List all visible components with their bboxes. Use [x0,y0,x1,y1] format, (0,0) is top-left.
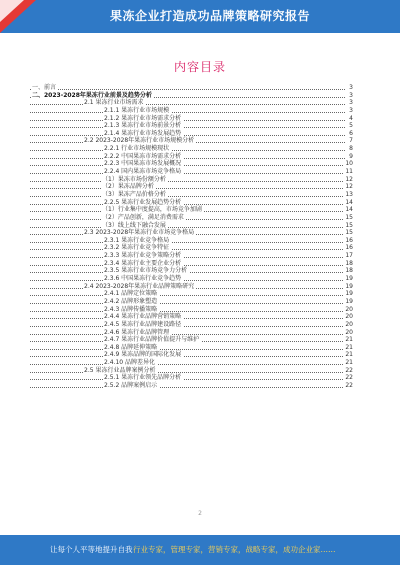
toc-entry-label: 2.4.10 品牌差异化 [104,359,155,367]
toc-entry-label: 2.1.2 果冻行业市场需求分析 [104,114,182,122]
toc-entry-label: 二、2023-2028年果冻行业前景及趋势分析 [32,91,152,99]
report-footer [0,535,400,565]
toc-leader-dots [30,326,345,327]
toc-entry-label: 2.1.3 果冻行业市场前景分析 [104,122,182,130]
toc-entry-page: 16 [345,244,353,252]
toc-entry-label: 2.4.3 品牌传播策略 [104,305,158,313]
toc-entry-label: 2.4.6 果冻行业品牌管理 [104,328,170,336]
toc-leader-dots [30,280,345,281]
toc-entry-page: 5 [349,122,353,130]
toc-entry[interactable] [30,84,353,92]
toc-entry-page: 3 [349,91,353,99]
toc-title: 内容目录 [173,60,226,74]
toc-entry[interactable] [30,336,353,344]
toc-entry-page: 22 [345,366,353,374]
toc-entry-page: 20 [345,320,353,328]
toc-entry[interactable] [30,107,353,115]
toc-entry-label: 2.2.3 中国果冻市场发展概况 [104,160,182,168]
toc-entry-label: 2.4.5 果冻行业品牌建设路径 [104,320,182,328]
toc-entry[interactable] [30,176,353,184]
toc-entry[interactable] [30,191,353,199]
toc-entry-page: 20 [345,328,353,336]
toc-entry-label: 2.4.2 品牌形象塑造 [104,297,158,305]
toc-entry-page: 18 [345,259,353,267]
toc-entry[interactable] [30,168,353,176]
toc-entry[interactable] [30,313,353,321]
toc-entry-page: 15 [345,229,353,237]
toc-entry-page: 10 [345,160,353,168]
toc-entry-page: 22 [345,381,353,389]
toc-leader-dots [30,265,345,266]
toc-leader-dots [30,219,345,220]
toc-leader-dots [30,311,345,312]
toc-entry[interactable] [30,298,353,306]
toc-leader-dots [30,303,345,304]
toc-entry-label: （1）行业集中度提高，市场竞争加剧 [102,206,202,214]
toc-entry[interactable] [30,145,353,153]
toc-entry-label: 2.2 2023-2028年果冻行业市场规模分析 [84,137,195,145]
toc-leader-dots [30,173,345,174]
toc-entry-page: 21 [345,336,353,344]
toc-entry-label: 2.4.1 品牌定位策略 [104,290,158,298]
toc-entry[interactable] [30,321,353,329]
toc-entry-label: 2.5.1 果冻行业领先品牌分析 [104,374,182,382]
toc-entry[interactable] [30,244,353,252]
toc-entry-page: 19 [345,290,353,298]
toc-entry-page: 8 [349,145,353,153]
toc-leader-dots [30,112,345,113]
toc-entry-page: 22 [345,374,353,382]
toc-leader-dots [30,242,345,243]
toc-entry-page: 6 [349,129,353,137]
toc-entry-label: 2.1.1 果冻行业市场规模 [104,106,170,114]
toc-entry-page: 18 [345,267,353,275]
toc-entry-page: 14 [345,198,353,206]
toc-entry[interactable] [30,99,353,107]
toc-leader-dots [30,120,345,121]
toc-entry[interactable] [30,153,353,161]
header-white-accent [0,0,24,22]
toc-entry-page: 7 [349,137,353,145]
toc-entry[interactable] [30,306,353,314]
toc-leader-dots [30,165,345,166]
toc-entry-label: 2.3.3 果冻行业竞争策略分析 [104,252,182,260]
toc-entry[interactable] [30,367,353,375]
toc-entry-label: 2.2.5 果冻行业发展趋势分析 [104,198,182,206]
toc-leader-dots [30,318,345,319]
toc-entry[interactable] [30,359,353,367]
toc-entry-label: 2.4 2023-2028年果冻行业品牌策略研究 [84,282,195,290]
footer-slogan: 让每个人平等地提升自我 [50,545,133,554]
toc-leader-dots [30,188,345,189]
report-header [0,0,400,33]
toc-entry-label: 2.4.9 果冻品牌的国际化发展 [104,351,182,359]
toc-entry-page: 15 [345,221,353,229]
toc-entry[interactable] [30,382,353,390]
toc-entry-label: （1）果冻市场份额分析 [102,175,166,183]
toc-entry-label: 2.3.4 果冻行业主要企业分析 [104,259,182,267]
toc-entry[interactable] [30,115,353,123]
toc-entry-page: 4 [349,114,353,122]
toc-entry-page: 3 [349,106,353,114]
toc-entry[interactable] [30,137,353,145]
toc-leader-dots [30,379,345,380]
toc-entry-label: （2）产品创新，满足消费需求 [102,213,184,221]
toc-leader-dots [30,158,345,159]
toc-entry-label: 2.3.1 果冻行业竞争格局 [104,236,170,244]
toc-entry-page: 16 [345,236,353,244]
toc-entry-page: 12 [345,175,353,183]
toc-entry-label: 2.2.1 行业市场规模现状 [104,145,170,153]
toc-entry-page: 21 [345,351,353,359]
toc-entry[interactable] [30,374,353,382]
toc-entry-page: 20 [345,313,353,321]
toc-leader-dots [30,181,345,182]
footer-experts: 行业专家，管理专家，营销专家，战略专家，成功企业家…… [133,545,336,554]
toc-entry-page: 13 [345,190,353,198]
toc-entry-label: 一、前言 [32,84,57,91]
toc-entry[interactable] [30,290,353,298]
toc-leader-dots [30,372,345,373]
toc-entry-label: 2.1.4 果冻行业市场发展趋势 [104,129,182,137]
toc-entry-page: 19 [345,282,353,290]
toc-entry[interactable] [30,275,353,283]
toc-entry-label: 2.2.4 国内果冻市场竞争格局 [104,168,182,176]
toc-entry-label: 2.2.2 中国果冻市场需求分析 [104,152,182,160]
toc-leader-dots [30,257,345,258]
toc-entry[interactable] [30,267,353,275]
toc-entry-label: （3）果冻产品价格分析 [102,190,166,198]
toc-entry[interactable] [30,206,353,214]
toc-leader-dots [30,349,345,350]
toc-entry-label: （2）果冻品牌分析 [102,183,154,191]
toc-entry-page: 14 [345,206,353,214]
toc-entry[interactable] [30,237,353,245]
toc-entry-page: 3 [349,84,353,91]
toc-entry-page: 3 [349,99,353,107]
toc-leader-dots [30,364,345,365]
toc-entry[interactable] [30,329,353,337]
toc-entry[interactable] [30,283,353,291]
toc-leader-dots [30,150,345,151]
toc-entry[interactable] [30,160,353,168]
toc-leader-dots [30,127,345,128]
toc-entry-page: 9 [349,152,353,160]
toc-entry-page: 19 [345,275,353,283]
toc-leader-dots [30,204,345,205]
toc-leader-dots [30,249,345,250]
toc-entry-label: 2.3.6 中国果冻行业竞争趋势 [104,275,182,283]
toc-entry[interactable] [30,183,353,191]
toc-entry-page: 17 [345,252,353,260]
toc-entry-label: 2.3.5 果冻行业市场竞争力分析 [104,267,188,275]
toc-entry[interactable] [30,260,353,268]
toc-entry-page: 20 [345,305,353,313]
toc-entry[interactable] [30,92,353,100]
toc-leader-dots [30,135,345,136]
toc-entry-label: （3）线上线下融合发展 [102,221,166,229]
toc-entry-label: 2.4.4 果冻行业品牌营销策略 [104,313,182,321]
toc-entry-label: 2.3.2 果冻行业竞争特征 [104,244,170,252]
toc-entry-page: 12 [345,183,353,191]
toc-entry[interactable] [30,122,353,130]
toc-entry-label: 2.5.2 品牌案例启示 [104,381,158,389]
toc-leader-dots [30,196,345,197]
toc-entry-page: 11 [345,168,353,176]
toc-entry[interactable] [30,351,353,359]
toc-entry-label: 2.5 果冻行业品牌案例分析 [84,366,156,374]
toc-leader-dots [30,89,345,90]
toc-leader-dots [30,227,345,228]
toc-list [30,84,353,390]
toc-leader-dots [30,104,345,105]
toc-entry-page: 19 [345,297,353,305]
toc-leader-dots [30,387,345,388]
toc-entry-page: 15 [345,213,353,221]
toc-entry[interactable] [30,214,353,222]
toc-entry-label: 2.4.8 品牌延伸策略 [104,343,158,351]
toc-leader-dots [30,356,345,357]
toc-entry-label: 2.3 2023-2028年果冻行业市场竞争格局 [84,229,195,237]
page-number: 2 [198,510,202,517]
toc-entry-page: 21 [345,359,353,367]
report-title: 果冻企业打造成功品牌策略研究报告 [110,9,311,23]
toc-entry-label: 2.4.7 果冻行业品牌价值提升与维护 [104,336,200,344]
toc-entry-page: 21 [345,343,353,351]
toc-entry-label: 2.1 果冻行业市场需求 [84,99,144,107]
toc-leader-dots [30,334,345,335]
toc-entry[interactable] [30,229,353,237]
toc-entry[interactable] [30,252,353,260]
toc-leader-dots [30,295,345,296]
toc-entry[interactable] [30,344,353,352]
